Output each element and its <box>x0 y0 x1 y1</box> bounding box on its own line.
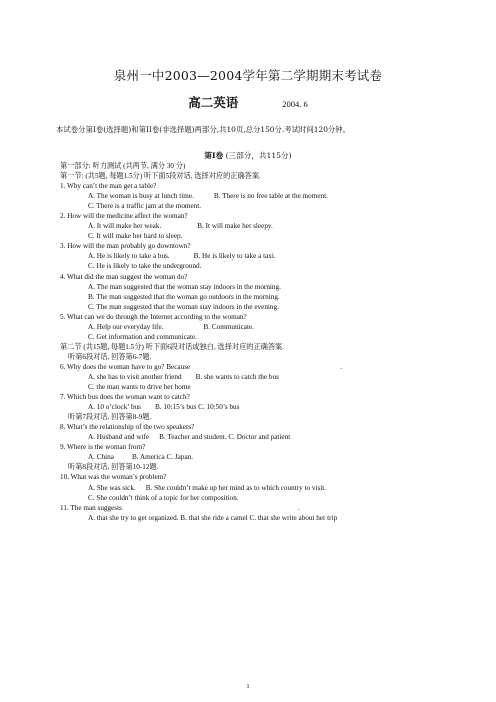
line-text: A. that she try to get organized. B. that she ride a camel C. that she write about her trip <box>88 513 338 522</box>
exam-subtitle <box>0 93 496 111</box>
line-text: 4. What did the man suggest the woman do? <box>60 272 188 281</box>
section-heading <box>60 342 474 352</box>
question-line <box>60 472 474 482</box>
line-text: 7. Which bus does the woman want to catch? <box>60 393 190 402</box>
line-part-a: A. 10 o’clock’ bus <box>88 403 141 412</box>
answer-options <box>74 292 474 302</box>
line-part-a: A. He is likely to take a bus. <box>88 252 170 261</box>
page-number: 1 <box>246 683 250 690</box>
answer-options <box>74 231 474 241</box>
section-heading <box>60 161 474 171</box>
line-text: 1. Why can’t the man get a table? <box>60 182 157 191</box>
line-text: 听第7段对话, 回答第8-9题. <box>68 413 152 422</box>
line-part-b: B. There is no free table at the moment. <box>213 192 328 201</box>
answer-options <box>74 372 474 382</box>
listening-note <box>68 462 474 472</box>
line-part-a: 11. The man suggests <box>60 503 122 512</box>
question-line <box>60 503 474 513</box>
line-part-a: A. Help our everyday life. <box>88 322 164 331</box>
question-line <box>60 211 474 221</box>
question-line <box>60 272 474 282</box>
line-text: 听第8段对话, 回答第10-12题. <box>68 463 159 472</box>
question-line <box>60 422 474 432</box>
answer-options <box>74 201 474 211</box>
question-line <box>60 241 474 251</box>
listening-note <box>68 412 474 422</box>
line-part-a: A. Husband and wife <box>88 433 150 442</box>
line-part-b: B. 10:15’s bus C. 10:50’s bus <box>154 403 240 412</box>
line-part-b: . <box>297 503 300 512</box>
answer-options <box>74 402 474 412</box>
line-text: C. The man suggested that the woman stay indoors in the evening. <box>88 302 279 311</box>
line-text: A. The man suggested that the woman stay indoors in the morning. <box>88 282 281 291</box>
line-part-a: A. It will make her weak. <box>88 222 162 231</box>
line-part-b: B. She couldn’t make up her mind as to which country to visit. <box>145 483 327 492</box>
line-part-a: A. China <box>88 453 114 462</box>
line-part-b: B. It will make her sleepy. <box>197 222 273 231</box>
line-part-b: B. Communicate. <box>203 322 254 331</box>
line-text: 10. What was the woman’s problem? <box>60 473 167 482</box>
exam-date: 2004. 6 <box>282 99 308 109</box>
line-text: C. It will make her hard to sleep. <box>88 232 183 241</box>
answer-options <box>74 382 474 392</box>
line-part-b: B. she wants to catch the bus <box>195 372 279 381</box>
line-part-a: A. She was sick. <box>88 483 136 492</box>
line-text: 第二节 (共15题, 每题1.5分) 听下面6段对话或独白, 选择对应的正确答案. <box>60 342 285 351</box>
line-text: 第一部分: 听力测试 (共两节, 满分 30 分) <box>60 162 186 170</box>
subject-label: 高二英语 <box>188 95 239 110</box>
question-line <box>60 181 474 191</box>
question-line <box>60 312 474 322</box>
answer-options <box>74 282 474 292</box>
line-text: B. The man suggested that the woman go outdoors in the morning. <box>88 292 280 301</box>
line-part-b: B. He is likely to take a taxi. <box>193 252 276 261</box>
line-text: 8. What’s the relationship of the two speakers? <box>60 423 195 432</box>
answer-options <box>74 261 474 271</box>
line-part-b: B. Teacher and student. C. Doctor and patient <box>159 433 291 442</box>
part-heading-bold: 第I卷 <box>204 151 224 160</box>
answer-options <box>74 191 474 201</box>
answer-options <box>74 322 474 332</box>
line-part-a: 6. Why does the woman have to go? Because <box>60 362 191 371</box>
answer-options <box>74 302 474 312</box>
line-text: C. She couldn’t think of a topic for her composition. <box>88 493 239 502</box>
question-line <box>60 442 474 452</box>
line-text: C. He is likely to take the underground. <box>88 262 202 271</box>
line-text: 9. Where is the woman from? <box>60 443 146 452</box>
line-part-b: B. America C. Japan. <box>131 453 194 462</box>
part-heading-rest: (三部分，共115分) <box>223 151 292 160</box>
line-text: 2. How will the medicine affect the woman? <box>60 212 188 221</box>
answer-options <box>74 221 474 231</box>
line-text: 5. What can we do through the Internet according to the woman? <box>60 312 247 321</box>
answer-options <box>74 493 474 503</box>
line-part-a: A. The woman is busy at lunch time. <box>88 192 194 201</box>
line-text: C. There is a traffic jam at the moment. <box>88 202 202 211</box>
answer-options <box>74 483 474 493</box>
answer-options <box>74 452 474 462</box>
part-heading <box>0 150 496 161</box>
question-line <box>60 362 474 372</box>
question-list <box>60 161 474 523</box>
listening-note <box>68 352 474 362</box>
exam-title: 泉州一中2003—2004学年第二学期期末考试卷 <box>113 68 383 83</box>
line-text: C. Get information and communicate. <box>88 332 197 341</box>
answer-options <box>74 332 474 342</box>
line-text: 听第6段对话, 回答第6-7题. <box>68 352 152 361</box>
answer-options <box>74 432 474 442</box>
question-line <box>60 392 474 402</box>
line-part-a: A. she has to visit another friend <box>88 372 182 381</box>
section-heading <box>60 171 474 181</box>
line-text: C. the man wants to drive her home <box>88 383 191 392</box>
exam-intro: 本试卷分第I卷(选择题)和第II卷(非选择题)两部分,共10页,总分150分.考试时间120分钟。 <box>56 125 351 134</box>
answer-options <box>74 251 474 261</box>
answer-options <box>74 513 474 523</box>
line-text: 3. How will the man probably go downtown? <box>60 242 191 251</box>
line-text: 第一节: (共5题, 每题1.5分) 听下面5段对话, 选择对应的正确答案. <box>60 172 261 181</box>
line-part-b: . <box>340 362 342 371</box>
